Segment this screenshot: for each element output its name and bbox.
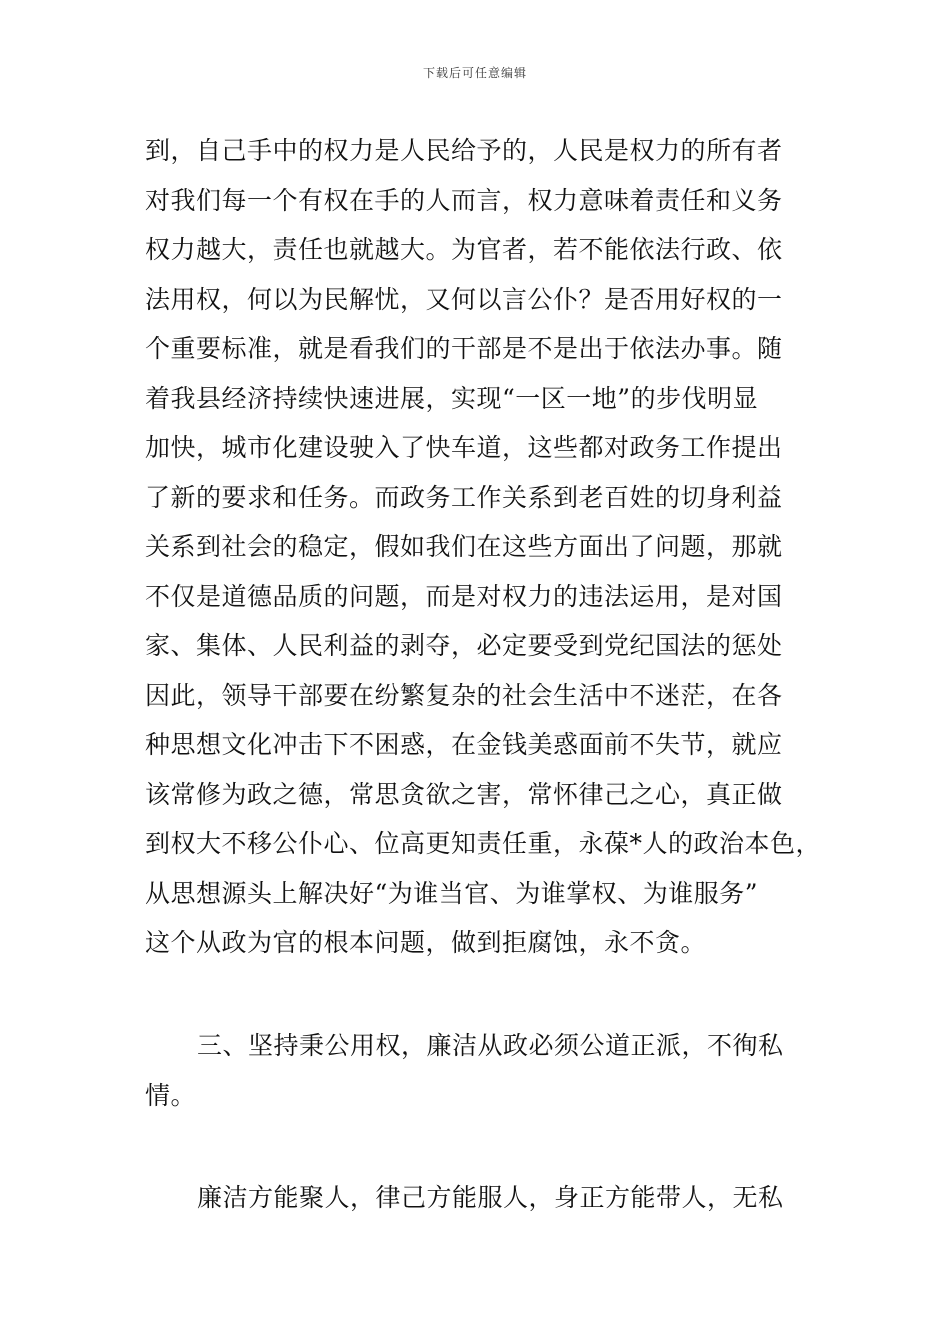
text-line: 该常修为政之德，常思贪欲之害，常怀律己之心，真正做 [145,779,783,809]
text-line: 着我县经济持续快速进展，实现“一区一地”的步伐明显 [145,383,759,413]
page-header: 下载后可任意编辑 [422,66,527,80]
text-line: 因此，领导干部要在纷繁复杂的社会生活中不迷茫，在各 [145,680,783,710]
text-line: 关系到社会的稳定，假如我们在这些方面出了问题，那就 [145,532,783,561]
text-line: 这个从政为官的根本问题，做到拒腐蚀，永不贪。 [145,928,707,957]
text-line: 加快，城市化建设驶入了快车道，这些都对政务工作提出 [145,433,783,462]
section-heading [145,1026,825,1125]
heading-line: 三、坚持秉公用权，廉洁从政必须公道正派，不徇私 [197,1031,784,1060]
text-line: 到，自己手中的权力是人民给予的，人民是权力的所有者 [145,136,783,165]
body-paragraph [145,131,825,973]
heading-line: 情。 [145,1080,197,1110]
text-line: 法用权，何以为民解忧，又何以言公仆？是否用好权的一 [145,284,783,314]
section-paragraph [145,1178,825,1228]
text-line: 从思想源头上解决好“为谁当官、为谁掌权、为谁服务” [145,878,759,908]
text-line: 廉洁方能聚人，律己方能服人，身正方能带人，无私 [197,1183,784,1212]
text-line: 权力越大，责任也就越大。为官者，若不能依法行政、依 [145,235,783,264]
text-line: 了新的要求和任务。而政务工作关系到老百姓的切身利益 [145,482,783,512]
text-line: 种思想文化冲击下不困惑，在金钱美惑面前不失节，就应 [145,730,783,759]
text-line: 到权大不移公仆心、位高更知责任重，永葆*人的政治本色， [145,829,822,858]
text-line: 家、集体、人民利益的剥夺，必定要受到党纪国法的惩处 [145,631,783,660]
text-line: 对我们每一个有权在手的人而言，权力意味着责任和义务 [145,185,783,215]
text-line: 不仅是道德品质的问题，而是对权力的违法运用，是对国 [145,581,783,611]
text-line: 个重要标准，就是看我们的干部是不是出于依法办事。随 [145,334,783,363]
